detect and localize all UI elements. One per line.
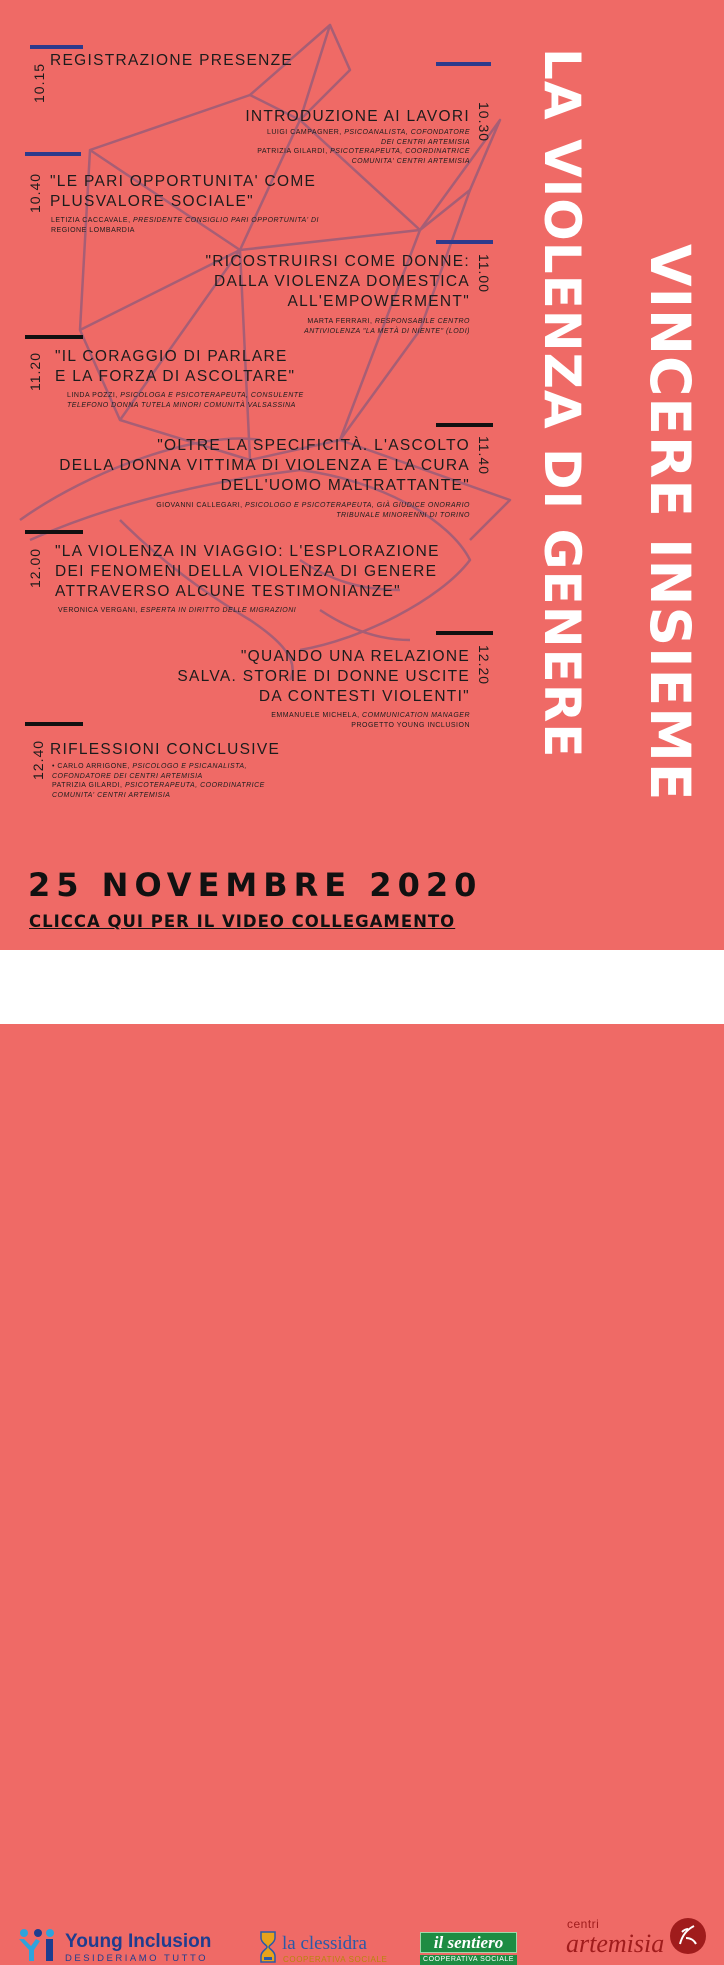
young-inclusion-name: Young Inclusion [65, 1931, 212, 1952]
young-inclusion-logo-icon [17, 1928, 57, 1962]
session-speakers: LINDA POZZI, PSICOLOGA E PSICOTERAPEUTA, CONSULENTE TELEFONO DONNA TUTELA MINORI COMUNITÀ VALSASSINA [67, 392, 304, 409]
session-title: "LE PARI OPPORTUNITA' COME PLUSVALORE SOCIALE" [50, 173, 317, 210]
il-sentiero-name: il sentiero [433, 1933, 504, 1952]
time-bar [436, 423, 493, 427]
session-speakers: GIOVANNI CALLEGARI, PSICOLOGO E PSICOTERAPEUTA, GIÀ GIUDICE ONORARIO TRIBUNALE MINORENNI DI TORINO [156, 502, 470, 519]
time-label: 11.40 [476, 436, 492, 475]
time-label: 12.40 [30, 739, 46, 780]
time-bar [25, 530, 83, 534]
time-label: 11.00 [476, 254, 492, 293]
hourglass-icon [259, 1930, 277, 1964]
session-speakers: • CARLO ARRIGONE, PSICOLOGO E PSICANALISTA, COFONDATORE DEI CENTRI ARTEMISIA PATRIZIA GILARDI, PSICOTERAPEUTA, COORDINATRICE COMUNITA' CENTRI ARTEMISIA [52, 763, 265, 799]
headline-line-2: LA VIOLENZA DI GENERE [533, 48, 591, 759]
la-clessidra-tagline: COOPERATIVA SOCIALE [283, 1955, 388, 1964]
time-label: 12.20 [476, 645, 492, 686]
session-title: "RICOSTRUIRSI COME DONNE: DALLA VIOLENZA DOMESTICA ALL'EMPOWERMENT" [205, 253, 470, 310]
time-bar [30, 45, 83, 49]
poster [0, 0, 724, 950]
time-label: 12.00 [27, 547, 43, 588]
session-title: "LA VIOLENZA IN VIAGGIO: L'ESPLORAZIONE DEI FENOMENI DELLA VIOLENZA DI GENERE ATTRAVERSO ALCUNE TESTIMONIANZE" [55, 543, 440, 600]
il-sentiero-tagline: COOPERATIVA SOCIALE [420, 1955, 517, 1965]
time-bar [25, 335, 83, 339]
time-label: 10.15 [31, 62, 47, 103]
session-title: REGISTRAZIONE PRESENZE [50, 52, 294, 69]
session-title: "QUANDO UNA RELAZIONE SALVA. STORIE DI DONNE USCITE DA CONTESTI VIOLENTI" [177, 648, 470, 705]
time-bar [25, 152, 81, 156]
partner-logos-footer [0, 950, 724, 1964]
event-date: 25 NOVEMBRE 2020 [28, 866, 483, 904]
session-title: "OLTRE LA SPECIFICITÀ. L'ASCOLTO DELLA DONNA VITTIMA DI VIOLENZA E LA CURA DELL'UOMO MALTRATTANTE" [59, 437, 470, 494]
session-speakers: EMMANUELE MICHELA, COMMUNICATION MANAGER PROGETTO YOUNG INCLUSION [271, 712, 470, 729]
time-label: 10.40 [27, 172, 43, 213]
session-title: INTRODUZIONE AI LAVORI [245, 108, 470, 125]
centri-artemisia-name: artemisia [566, 1929, 665, 1958]
time-bar [436, 62, 491, 66]
time-bar [436, 240, 493, 244]
session-speakers: MARTA FERRARI, RESPONSABILE CENTRO ANTIVIOLENZA "LA METÀ DI NIENTE" (LODI) [304, 318, 470, 335]
video-link[interactable]: CLICCA QUI PER IL VIDEO COLLEGAMENTO [29, 912, 456, 931]
young-inclusion-tagline: DESIDERIAMO TUTTO [65, 1953, 208, 1964]
centri-artemisia-top: centri [567, 1917, 600, 1931]
la-clessidra-name: la clessidra [282, 1933, 367, 1954]
time-label: 10.30 [476, 102, 492, 143]
session-speakers: VERONICA VERGANI, ESPERTA IN DIRITTO DELLE MIGRAZIONI [58, 607, 297, 614]
headline-line-1: VINCERE INSIEME [638, 244, 702, 802]
session-speakers: LUIGI CAMPAGNER, PSICOANALISTA, COFONDATORE DEI CENTRI ARTEMISIA PATRIZIA GILARDI, PSICOTERAPEUTA, COORDINATRICE COMUNITA' CENTRI ARTEMISIA [257, 129, 470, 165]
session-title: "IL CORAGGIO DI PARLARE E LA FORZA DI ASCOLTARE" [55, 348, 296, 385]
time-bar [25, 722, 83, 726]
time-bar [436, 631, 493, 635]
artemisia-emblem-icon [668, 1916, 708, 1956]
session-title: RIFLESSIONI CONCLUSIVE [50, 741, 281, 758]
time-label: 11.20 [27, 352, 43, 391]
session-speakers: LETIZIA CACCAVALE, PRESIDENTE CONSIGLIO PARI OPPORTUNITA' DI REGIONE LOMBARDIA [51, 217, 319, 234]
